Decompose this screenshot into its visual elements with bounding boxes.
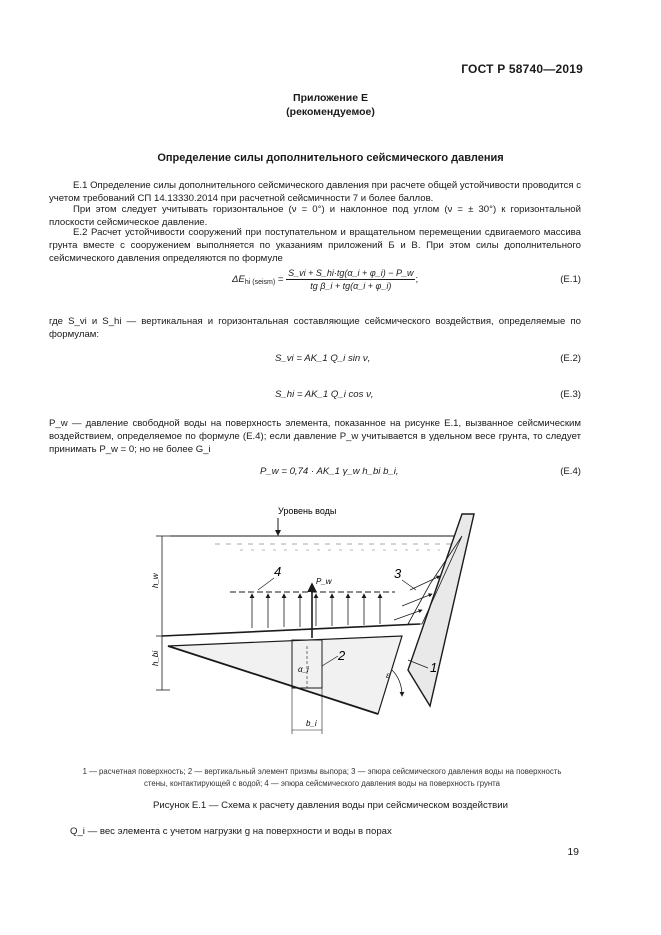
pressure-arrows: [252, 594, 380, 628]
alpha-label: α_i: [298, 665, 309, 674]
formula-e2: S_vi = AK_1 Q_i sin ν,: [275, 353, 371, 364]
figure-e1-diagram: [140, 500, 480, 750]
where-definition: где S_vi и S_hi — вертикальная и горизонтальная составляющие сейсмического воздействия, определяемые по формулам:: [49, 316, 581, 340]
paragraph-angle: При этом следует учитывать горизонтальное (ν = 0°) и наклонное под углом (ν = ± 30°) к горизонтальной плоскости сейсмическое давление.: [49, 204, 581, 228]
paragraph-e2: Е.2 Расчет устойчивости сооружений при поступательном и вращательном перемещении сдвигаемого массива грунта вместе с сооружением выполняется по указаниям приложений Б и В. При этом силы дополнительного сейсмического давления определяются по формуле: [49, 227, 581, 264]
formula-e1-lhs-sub: hi (seism): [244, 279, 276, 287]
pw-definition: P_w — давление свободной воды на поверхность элемента, показанное на рисунке Е.1, вызванное сейсмическим воздействием, определяемое по формуле (Е.4); если давление P_w учитывается в удельном весе грунта, то следует принимать P_w = 0; но не более G_i: [49, 418, 581, 455]
formula-e1-denominator: tg β_i + tg(α_i + φ_i): [310, 281, 392, 291]
formula-e3: S_hi = AK_1 Q_i cos ν,: [275, 389, 374, 400]
hbi-label: h_bi: [151, 650, 160, 666]
epsilon-label: ε: [386, 670, 390, 680]
marker-4: 4: [274, 564, 282, 579]
formula-e1-tail: ;: [415, 274, 419, 286]
bi-label: b_i: [306, 719, 317, 728]
epsilon-arc: [392, 670, 402, 696]
equation-number-e2: (Е.2): [560, 353, 581, 364]
marker-2: 2: [338, 648, 346, 663]
paragraph-e1: Е.1 Определение силы дополнительного сейсмического давления при расчете общей устойчивости проводится с учетом требований СП 14.13330.2014 при расчетной сейсмичности 7 и более баллов.: [49, 180, 581, 204]
qi-definition: Q_i — вес элемента с учетом нагрузки g на поверхности и воды в порах: [70, 826, 392, 837]
page-number: 19: [567, 846, 579, 858]
section-title: Определение силы дополнительного сейсмического давления: [157, 152, 504, 164]
ground-surface-line: [162, 624, 420, 636]
formula-e1-numerator: S_vi + S_hi·tg(α_i + φ_i) − P_w: [288, 268, 414, 278]
formula-e1-lhs: ΔE: [232, 274, 245, 286]
retaining-wall: [408, 514, 474, 706]
figure-caption: Рисунок Е.1 — Схема к расчету давления воды при сейсмическом воздействии: [153, 800, 508, 811]
equation-number-e1: (Е.1): [560, 274, 581, 285]
equation-number-e3: (Е.3): [560, 389, 581, 400]
marker-3: 3: [394, 566, 402, 581]
appendix-label: Приложение Е: [293, 92, 368, 104]
hw-label: h_w: [151, 573, 160, 588]
figure-legend: 1 — расчетная поверхность; 2 — вертикальный элемент призмы выпора; 3 — эпюра сейсмического давления воды на поверхность стены, контактирующей с водой; 4 — эпюра сейсмического давления воды на поверхность грунта: [82, 767, 562, 788]
slip-prism: [168, 636, 402, 714]
document-header: ГОСТ Р 58740—2019: [461, 62, 583, 76]
appendix-status: (рекомендуемое): [286, 106, 375, 118]
water-level-label: Уровень воды: [278, 506, 337, 516]
pw-label: P_w: [316, 577, 332, 586]
formula-e4: P_w = 0,74 · AK_1 γ_w h_bi b_i,: [260, 466, 399, 477]
formula-e1-fraction: [286, 268, 415, 291]
formula-e1: [232, 268, 418, 291]
formula-e1-equals: =: [277, 274, 284, 286]
equation-number-e4: (Е.4): [560, 466, 581, 477]
marker-1: 1: [430, 660, 438, 675]
